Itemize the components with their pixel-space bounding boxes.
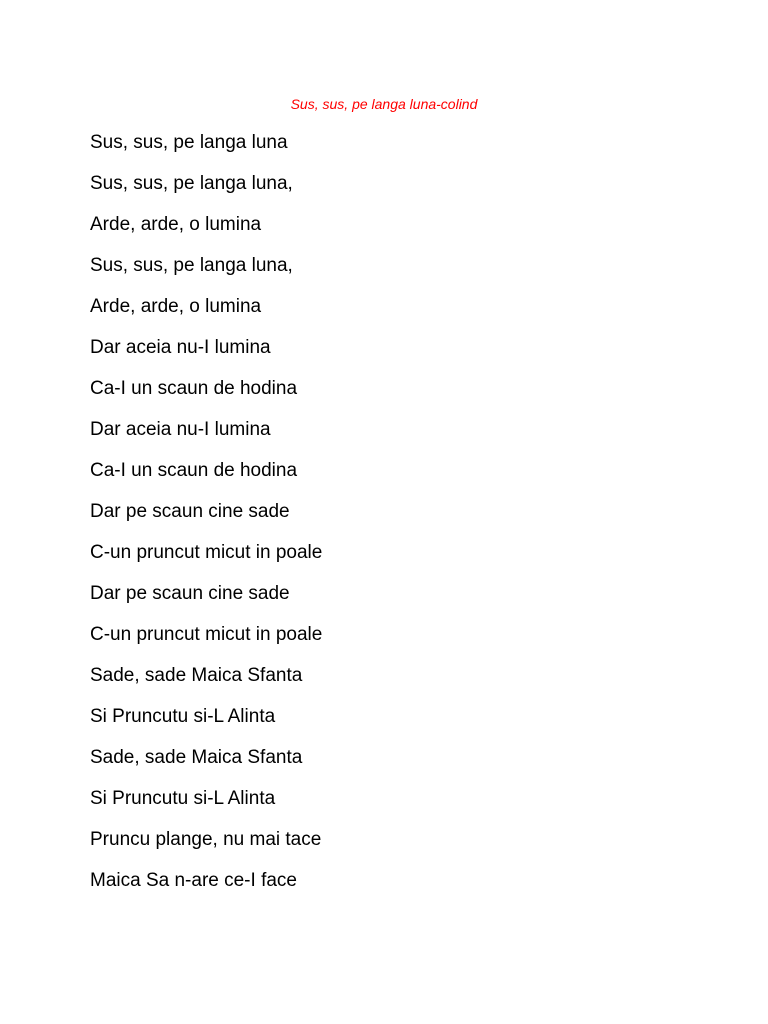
lyric-line: Dar aceia nu-I lumina [90,419,271,440]
lyric-line: Dar pe scaun cine sade [90,501,290,522]
lyric-line: Dar pe scaun cine sade [90,583,290,604]
lyrics-list [90,130,322,909]
lyric-line: Arde, arde, o lumina [90,296,262,317]
lyric-line: Sade, sade Maica Sfanta [90,747,303,768]
document-title: Sus, sus, pe langa luna-colind [290,96,478,112]
lyric-line: Ca-I un scaun de hodina [90,378,298,399]
lyric-line: Pruncu plange, nu mai tace [90,829,322,850]
lyric-line: C-un pruncut micut in poale [90,542,323,563]
lyric-line: Ca-I un scaun de hodina [90,460,298,481]
lyric-line: C-un pruncut micut in poale [90,624,323,645]
lyric-line: Sade, sade Maica Sfanta [90,665,303,686]
lyric-line: Dar aceia nu-I lumina [90,337,271,358]
lyric-line: Sus, sus, pe langa luna [90,132,288,153]
lyric-line: Arde, arde, o lumina [90,214,262,235]
lyric-line: Si Pruncutu si-L Alinta [90,788,276,809]
lyric-line: Si Pruncutu si-L Alinta [90,706,276,727]
lyric-line: Maica Sa n-are ce-I face [90,870,297,891]
lyric-line: Sus, sus, pe langa luna, [90,173,293,194]
lyric-line: Sus, sus, pe langa luna, [90,255,293,276]
